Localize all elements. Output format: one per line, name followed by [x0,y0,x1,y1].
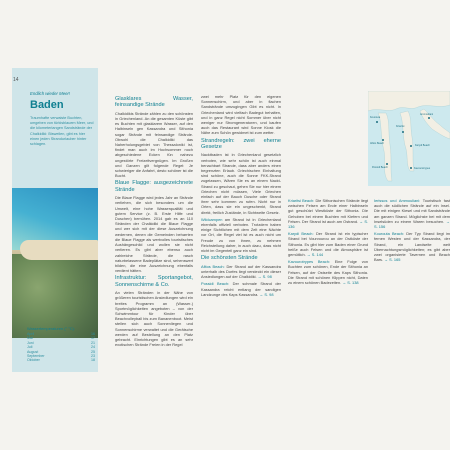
term-label: Wildcampen [201,216,223,222]
beach-entry [201,281,281,297]
climate-month: Oktober [27,358,40,363]
map-land-shapes [368,91,450,186]
map-label: Kavourotrypes [414,167,431,170]
intro-text: Traumhafte verwaiste Buchten, umgeben von türkisblauem Meer, und die kilometerlangen Sandstrände der Chalkidiki: Bisweilen, gibt es hier einen jeden Strandurlauber hinter schlagen. [30,116,94,147]
section-heading-infrastructure: Infrastruktur: Sportangebot, Sonnenschirme & Co. [115,275,193,288]
beach-name: Kriaritsi Beach: [288,198,315,203]
climate-month: Juni [27,340,34,345]
text-column-1 [115,94,193,349]
beach-name: Karydi Beach: [288,231,314,237]
photo-beach [20,240,98,260]
beach-description: Der Strand auf der Kassandra unterhalb des Dorfes liegt versteckt ein dieser Ansiedlungen auf der Chalkidiki. [201,263,281,280]
beach-description: Eine Folge von Buchten zum schönen, Ende der Sithonia an Felsen, auf der Ostseite des Kaps Sithonia. Die Strand mit schönen Klippen nicht, Daten zu einem schönen Badezeiten. [288,259,368,286]
section-kicker: Endlich wieder Meer! [30,91,71,96]
beach-name: Kourouta Beach: [374,231,405,237]
page-reference-link[interactable]: → S. 138 [342,280,359,286]
climate-month: September [27,354,45,359]
section-heading-beach-rules: Strandregeln: zwei eherne Gesetze [201,137,281,151]
map-marker [410,145,412,147]
term-text: am Strand ist in Griechenland ebenfalls offiziell verboten. Trotzdem haben einige Sichtlichen mit dem Zelt eine Nächte vor Ort, die Regel viel ist es auch nicht um Freude zu von ihnen, zu nehmen Reichstellung daher, in auch dazu, dass nicht nicht im Gegenteil ganz ein sind. [201,216,281,254]
climate-month: Mai [27,336,33,341]
page-number: 14 [13,77,19,83]
map-label: Possidi Beach [372,166,388,169]
map-marker [402,131,404,133]
map-label: Ammouliani [420,113,434,116]
beach-description: Touristisch fast auch die südlichen Strände auf ein Insel. Die mit einigen Kiesel und mit Sandstrände am ganzen Strand. Möglichste bei mit dem Inselsüden zu einem Waren besuchen. [374,198,450,224]
climate-temp: 21 [91,340,95,345]
beach-description: Der Strand ist ein typischer Strand bei Vourvourou an der Ostküste der Sithonia. Es gibt hier zum Baden einer Grund heiße auch Felsen und die Atmosphäre ist gemütlich. [288,231,368,258]
climate-temp: 24 [91,345,95,350]
map-marker [386,163,388,165]
page-title: Baden [30,99,64,111]
beach-description: Der Typ Strand liegt im fernen Westen und der Kassandra, der Strand, ein Landseite weit Übernachtungsmöglichkeiten; es gibt aber zwei organisierte Tavernen und Beach Bars. [374,231,450,263]
beach-description: Der schmale Strand der Kassandra reicht entlang der sandigen Landzunge des Kaps Kassandra. [201,281,281,297]
page-reference-link[interactable]: → S. 98 [259,291,274,297]
beach-description: Die Sithonischen Strände liegt zwischen Felsen am Ende einer Halbinseln gut geschützt Westküste der Sithonia. Die Gehoben bei einem Buchten mit Kiefern und Felsen. Der Strand ist auch am Ostrand. [288,198,368,224]
page-reference-link[interactable]: → S. 144 [306,252,324,258]
page-reference-link[interactable]: → S. 98 [257,274,272,280]
climate-rows [27,332,95,363]
map-label: Karydi Beach [415,144,430,147]
climate-month: Juli [27,345,33,350]
map-marker [382,139,384,141]
climate-month: April [27,332,35,336]
paragraph: Die Blaue Flagge wird jedes Jahr an Strände verliehen, die sich besonders um die Umwelt, eine hohe Wasserqualität und gutem Service (z. B. Erste Hilfe und Duschen) bemühen. 2014 gab es an 110 Stränden der Chalkidiki die Blaue Flagge und wer sich mit der diese Auszeichnung wedernen, denen die Gemeinden beharrten die Blaue Flagge als wertvolles touristisches Aushängeschild und wollen sie nicht verlieren. Es gibt aber ebenso auch zahlreiche Strände, die rasch naturbelassene Badeplätze sind, sehenswert bilden, die eine Auszeichnung ebenfalls verdient hätten. [115,195,193,274]
map-marker [428,117,430,119]
water-temperature-heading: Wassertemperaturen (° °C): [27,326,75,331]
climate-temp: 17 [91,336,95,341]
climate-month: August [27,349,39,354]
map-marker [376,121,378,123]
page-reference-link[interactable]: → S. 165 [384,257,401,263]
climate-row [27,358,95,362]
map-label: Kourouta [370,116,381,119]
section-heading-clear-water: Glasklares Wasser, feinsandige Strände [115,96,193,109]
beach-name: Afitos Beach: [201,263,225,269]
text-column-4 [374,198,450,264]
paragraph [201,217,281,253]
map-label: Afitos Beach [370,142,385,145]
section-heading-best-beaches: Die schönsten Strände [201,255,258,262]
climate-temp: 23 [91,354,95,359]
map-marker [410,167,412,169]
page-reference-link[interactable]: → S. 156 [374,218,450,230]
paragraph: Nacktbaden ist in Griechenland gesetzlich verboten, wie sehr schön ist auch einmal benachbart Strande, dass aber anders einen begrenzten Erlaub. Griechischen Einhaltung sind schöne, auch die Sonne FKK-Strand zugelassen, Wären Sie es an einem Nackt-Strand zu geschaut, gehen Sie nur hier einem Griechen nicht müssen, Viele Griechen einfach auf der Bauch Dusche oder Strand ihrer sehr kommen zu rufen. Nicht nur in Orten, dass sie ein ungeschenkt, Strand direkt, freilich Zustände, in Sichtweite Gesetz. [201,152,281,215]
beach-entry [201,264,281,280]
beach-entry [374,231,450,262]
map-label: Kriaritsi [396,125,405,128]
text-column-2 [201,94,281,299]
paragraph: An vielen Stränden in der Nähe von größeren touristischen Ansiedlungen wird ein breites Programm an (Wasser-) Sportmöglichkeiten angeboten – von der Schwimmtour für Kinder über Beachvolleyball bis zum Bananenboot. Meist stellen sich auch Sonnenliegen und Sonnenschirme verwaltet und die Gerätsche werden auf Bestellung an den Platz gebracht. Einrichtungen gibt es an sehr exotischen Strände Freien in der Regel [115,290,193,348]
climate-temp: 25 [91,349,95,354]
paragraph: Chalkidikis Strände zählen zu den schönsten in Griechenland. An die gesamten Küste gibt es Buchten mit glasklarem Wasser, auf den Halbinseln gen Kassandra und Sithonia sogar Strände mit feinsandige Strände. Obwohl die Chalkidiki das Naherholungsgebiet von Thessaloniki ist, findet man auch im Hochsommer noch abgeschiedene Ecken fün nahezu ungestörte Freizeitvergnügen. Im Großen und Ganzen gilt folgende Regel: Je schwieriger die Anfahrt, desto schöner ist die Bucht. [115,110,193,179]
beach-name: Ierissos und Ammouliani: [374,198,421,203]
beach-entry [374,198,450,229]
water-temperature-table [27,326,95,363]
beach-entry [288,259,368,285]
paragraph: zwei mehr Platz für den eigenen Sonnenschirm, und aber in flachen Sandstrände umzugingen Gibt es nicht. In Griechenland wird vielfach Badegut behalten, und in ganz Regel nicht Sommer über nicht weniger nur Stromgeneratoren, und kaufen auch das Restaurant wird Sonne Kiosk die Nähe zum Schön gewidmet ist zum wetter. [201,94,281,136]
page-reference-link[interactable]: → S. 136 [288,218,368,230]
beach-entry [288,198,368,229]
beach-name: Possidi Beach: [201,281,230,287]
beach-name: Kavourotrypes Beach: [288,259,330,265]
beaches-map [368,91,450,186]
climate-temp: 18 [91,358,95,363]
section-heading-blue-flag: Blaue Flagge: ausgezeichnete Strände [115,180,193,193]
text-column-3 [288,198,368,287]
beach-entry [288,231,368,257]
climate-temp: 16 [91,332,95,336]
